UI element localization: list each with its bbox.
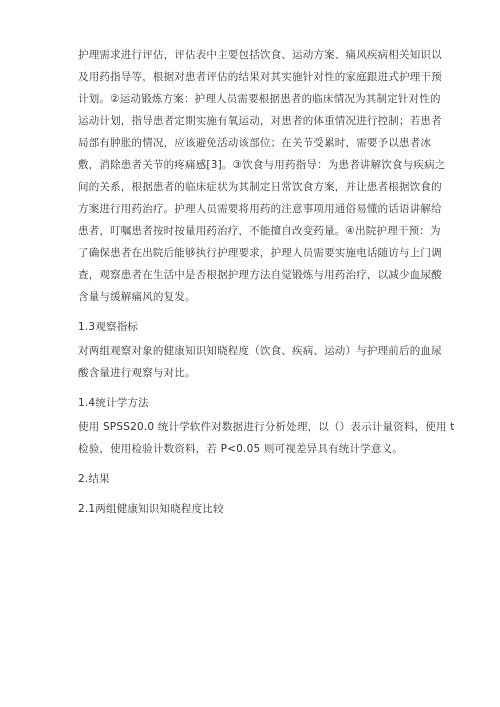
paragraph-line: 了确保患者在出院后能够执行护理要求，护理人员需要实施电话随访与上门调 [78, 247, 442, 259]
paragraph-line: 查，观察患者在生活中是否根据护理方法自觉锻炼与用药治疗，以减少血尿酸 [78, 269, 442, 281]
paragraph-line: 敷，消除患者关节的疼痛感[3]。③饮食与用药指导：为患者讲解饮食与疾病之 [78, 159, 446, 171]
section-heading-1-3: 1.3观察指标 [78, 321, 139, 333]
paragraph-line: 方案进行用药治疗。护理人员需要将用药的注意事项用通俗易懂的话语讲解给 [78, 203, 442, 215]
paragraph-line: 护理需求进行评估，评估表中主要包括饮食、运动方案、痛风疾病相关知识以 [78, 49, 442, 61]
section-heading-2: 2.结果 [78, 473, 110, 485]
paragraph-line: 局部有肿胀的情况，应该避免活动该部位；在关节受累时，需要予以患者冰 [78, 137, 432, 149]
paragraph-line: 间的关系，根据患者的临床症状为其制定日常饮食方案，并让患者根据饮食的 [78, 181, 442, 193]
paragraph-line: 及用药指导等，根据对患者评估的结果对其实施针对性的家庭跟进式护理干预 [78, 71, 442, 83]
paragraph-line: 使用 SPSS20.0 统计学软件对数据进行分析处理，以（）表示计量资料，使用 t [78, 421, 455, 433]
paragraph-line: 酸含量进行观察与对比。 [78, 367, 196, 379]
paragraph-line: 运动计划，指导患者定期实施有氧运动，对患者的体重情况进行控制；若患者 [78, 115, 442, 127]
paragraph-line: 计划。②运动锻炼方案：护理人员需要根据患者的临床情况为其制定针对性的 [78, 93, 441, 105]
section-heading-1-4: 1.4统计学方法 [78, 397, 149, 409]
paragraph-line: 检验，使用检验计数资料，若 P<0.05 则可视差异具有统计学意义。 [78, 443, 403, 455]
paragraph-line: 患者，叮嘱患者按时按量用药治疗，不能擅自改变药量。④出院护理干预：为 [78, 225, 441, 237]
section-heading-2-1: 2.1两组健康知识知晓程度比较 [78, 503, 224, 515]
paragraph-line: 对两组观察对象的健康知识知晓程度（饮食、疾病、运动）与护理前后的血尿 [78, 345, 442, 357]
paragraph-line: 含量与缓解痛风的复发。 [78, 291, 196, 303]
